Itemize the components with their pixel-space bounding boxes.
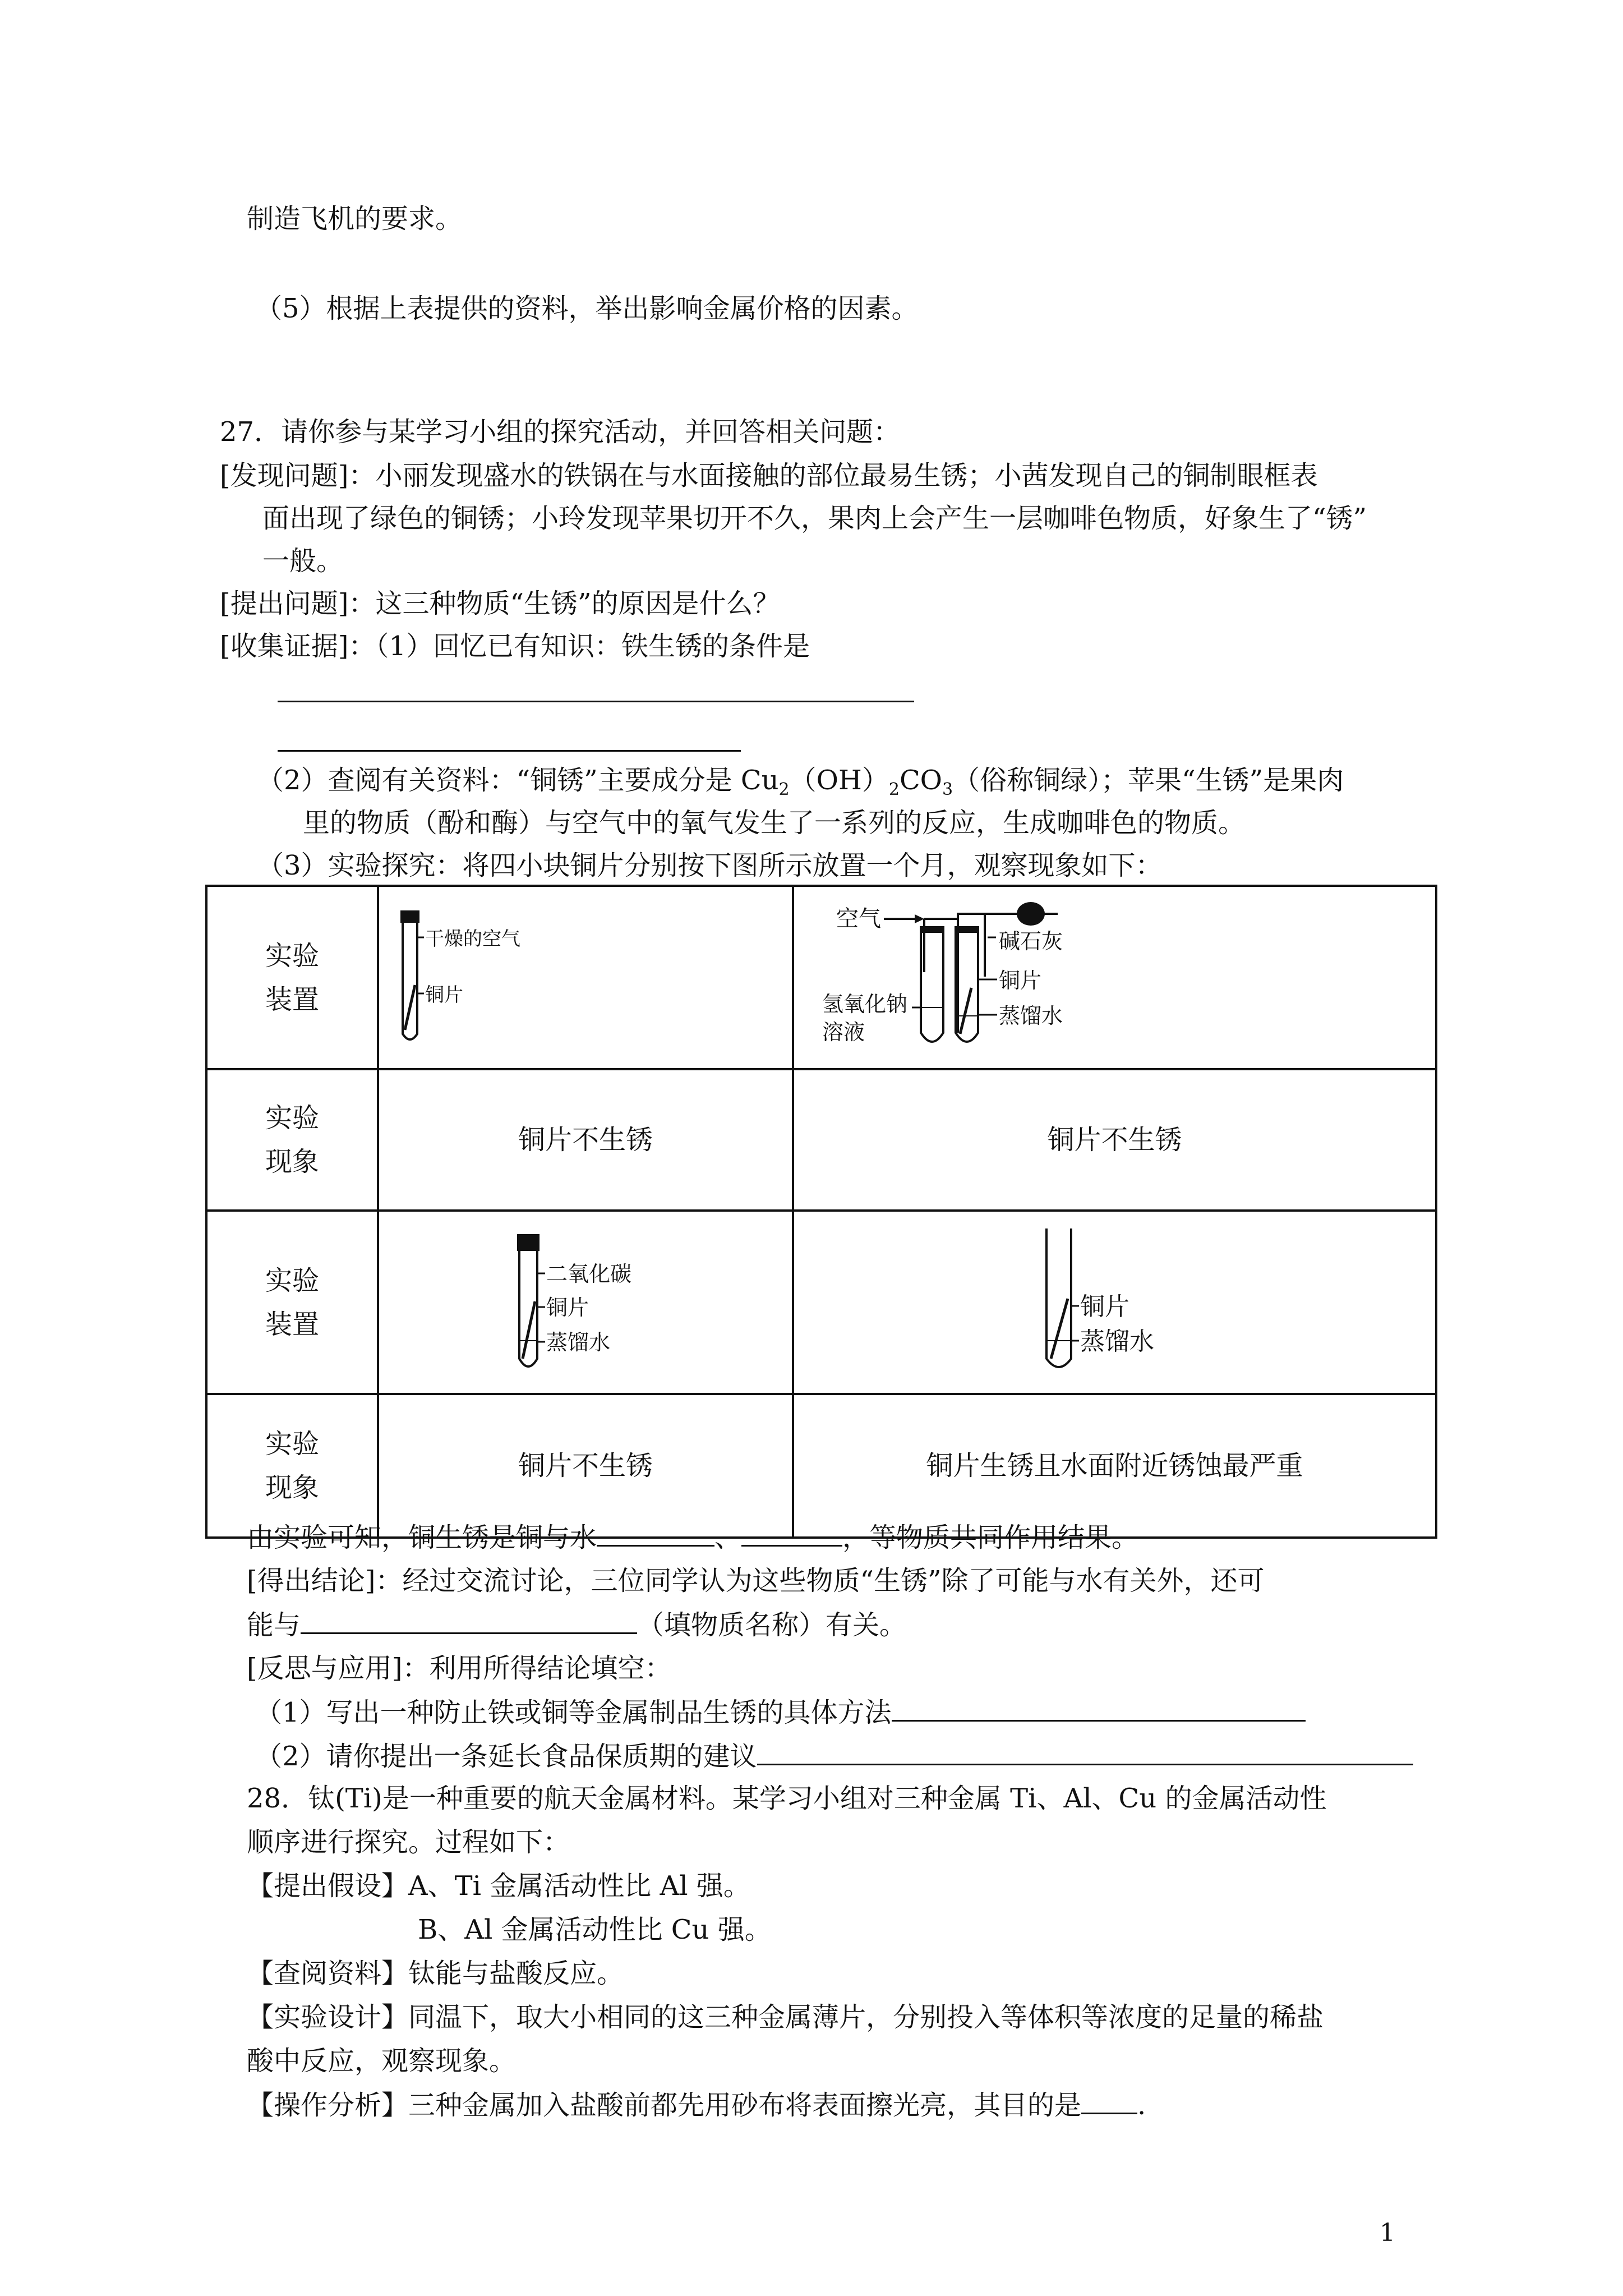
answer-blank-line[interactable] xyxy=(278,701,914,702)
info-line: 里的物质（酚和酶）与空气中的氧气发生了一系列的反应，生成咖啡色的物质。 xyxy=(303,807,1246,839)
experiment-line: （3）实验探究：将四小块铜片分别按下图所示放置一个月，观察现象如下： xyxy=(257,850,1163,881)
table-cell: 铜片生锈且水面附近锈蚀最严重 xyxy=(793,1394,1436,1538)
answer-blank[interactable] xyxy=(741,1520,842,1547)
text-line: （5）根据上表提供的资料，举出影响金属价格的因素。 xyxy=(255,293,919,324)
evidence-line: [收集证据]：（1）回忆已有知识：铁生锈的条件是 xyxy=(220,631,810,662)
apparatus-co2 xyxy=(378,1211,793,1394)
discover-line: 面出现了绿色的铜锈；小玲发现苹果切开不久，果肉上会产生一层咖啡色物质，好象生了“锈” xyxy=(262,503,1367,534)
label-distilled-water: 蒸馏水 xyxy=(999,1004,1063,1028)
label-distilled-water: 蒸馏水 xyxy=(546,1330,611,1355)
reflect-line: [反思与应用]：利用所得结论填空： xyxy=(247,1653,672,1684)
label-copper: 铜片 xyxy=(1080,1292,1129,1321)
label-naoh: 氢氧化钠 xyxy=(822,992,908,1016)
table-row xyxy=(206,1069,1436,1211)
question-28-intro: 顺序进行探究。过程如下： xyxy=(247,1826,570,1858)
label-copper: 铜片 xyxy=(546,1295,589,1320)
page-number: 1 xyxy=(1380,2219,1395,2247)
analysis-line: 【操作分析】三种金属加入盐酸前都先用砂布将表面擦光亮，其目的是 . xyxy=(247,2088,1146,2122)
row-label: 实验 现象 xyxy=(206,1394,378,1538)
table-cell: 铜片不生锈 xyxy=(378,1069,793,1211)
question-28-intro: 28．钛(Ti)是一种重要的航天金属材料。某学习小组对三种金属 Ti、Al、Cu 的金属活动性 xyxy=(247,1783,1327,1814)
conclusion-line: 能与 （填物质名称）有关。 xyxy=(247,1608,906,1642)
hypothesis-line: B、Al 金属活动性比 Cu 强。 xyxy=(418,1914,772,1945)
text-line: 制造飞机的要求。 xyxy=(247,203,463,234)
row-label: 实验 现象 xyxy=(206,1069,378,1211)
answer-blank[interactable] xyxy=(301,1608,637,1634)
table-row xyxy=(206,1394,1436,1538)
answer-blank[interactable] xyxy=(597,1520,714,1547)
result-line: 由实验可知，铜生锈是铜与水 、 ，等物质共同作用结果。 xyxy=(247,1520,1138,1554)
discover-line: [发现问题]：小丽发现盛水的铁锅在与水面接触的部位最易生锈；小茜发现自己的铜制眼框表 xyxy=(220,460,1318,491)
apparatus-dry-air xyxy=(378,886,793,1069)
conclusion-line: [得出结论]：经过交流讨论，三位同学认为这些物质“生锈”除了可能与水有关外，还可 xyxy=(247,1565,1265,1596)
open-test-tube-diagram xyxy=(794,1212,1437,1380)
table-cell: 铜片不生锈 xyxy=(378,1394,793,1538)
label-dry-air: 干燥的空气 xyxy=(425,928,520,950)
table-cell: 铜片不生锈 xyxy=(793,1069,1436,1211)
label-air: 空气 xyxy=(836,906,881,932)
label-copper: 铜片 xyxy=(425,984,463,1006)
design-line: 酸中反应，观察现象。 xyxy=(247,2045,517,2077)
apparatus-water-no-co2 xyxy=(793,886,1436,1069)
design-line: 【实验设计】同温下，取大小相同的这三种金属薄片，分别投入等体积等浓度的足量的稀盐 xyxy=(247,2001,1324,2033)
label-co2: 二氧化碳 xyxy=(546,1262,632,1286)
answer-blank-line[interactable] xyxy=(278,750,741,752)
naoh-soda-lime-diagram xyxy=(794,887,1437,1055)
answer-blank[interactable] xyxy=(757,1739,1413,1765)
label-distilled-water: 蒸馏水 xyxy=(1080,1327,1154,1356)
row-label: 实验 装置 xyxy=(206,886,378,1069)
table-row xyxy=(206,886,1436,1069)
table-row xyxy=(206,1211,1436,1394)
label-solution: 溶液 xyxy=(822,1020,865,1045)
row-label: 实验 装置 xyxy=(206,1211,378,1394)
info-line: （2）查阅有关资料：“铜锈”主要成分是 $Cu_2(OH)_2CO_3$（俗称铜绿）；苹果“生锈”是果肉 xyxy=(257,765,1344,799)
question-line: [提出问题]：这三种物质“生锈”的原因是什么？ xyxy=(220,588,780,619)
reflect-line: （2）请你提出一条延长食品保质期的建议 xyxy=(255,1739,1413,1773)
experiment-table xyxy=(205,885,1437,1539)
discover-line: 一般。 xyxy=(262,545,344,577)
label-soda-lime: 碱石灰 xyxy=(999,929,1063,954)
hypothesis-line: 【提出假设】A、Ti 金属活动性比 Al 强。 xyxy=(247,1870,750,1902)
reflect-line: （1）写出一种防止铁或铜等金属制品生锈的具体方法 xyxy=(255,1695,1306,1729)
test-tube-dry-air-diagram xyxy=(379,887,794,1055)
test-tube-co2-diagram xyxy=(379,1212,794,1380)
apparatus-open-tube xyxy=(793,1211,1436,1394)
answer-blank[interactable] xyxy=(1081,2088,1137,2114)
label-copper: 铜片 xyxy=(999,968,1042,993)
info-line: 【查阅资料】钛能与盐酸反应。 xyxy=(247,1958,624,1989)
answer-blank[interactable] xyxy=(892,1695,1306,1722)
question-27-intro: 27．请你参与某学习小组的探究活动，并回答相关问题： xyxy=(220,416,901,448)
